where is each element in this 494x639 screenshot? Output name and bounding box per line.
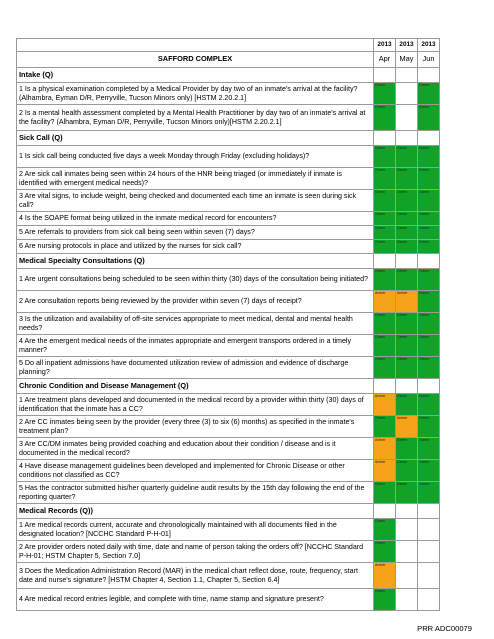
status-cell-jun	[418, 105, 440, 131]
status-label: Green	[375, 482, 385, 486]
status-cell-jun	[418, 519, 440, 541]
status-cell-apr	[374, 146, 396, 168]
question-row	[17, 357, 440, 379]
status-cell-may	[396, 482, 418, 504]
status-label: Green	[397, 438, 407, 442]
status-cell-apr	[374, 226, 396, 240]
status-cell-jun	[418, 357, 440, 379]
status-cell-jun	[418, 212, 440, 226]
status-label: Green	[419, 146, 429, 150]
status-cell-jun	[418, 335, 440, 357]
status-label: Green	[419, 240, 429, 244]
status-cell-may	[396, 83, 418, 105]
question-text: 3 Are CC/DM inmates being provided coaching and education about their condition / disease and is it documented in the medical record?	[17, 438, 374, 460]
section-header-blank-jun	[418, 68, 440, 83]
status-label: Green	[419, 168, 429, 172]
status-label: Green	[375, 589, 385, 593]
status-label: Green	[419, 105, 429, 109]
question-text: 2 Is a mental health assessment completed by a Mental Health Practitioner by day two of an inmate's arrival at the facility? (Alhambra, Eyman D/R, Perryville, Tucson Minors only)[HSTM 2.20.2.1]	[17, 105, 374, 131]
section-title: Medical Records (Q))	[17, 504, 374, 519]
status-cell-may	[396, 226, 418, 240]
month-apr: Apr	[374, 52, 396, 68]
year-may: 2013	[396, 39, 418, 52]
section-header-blank-apr	[374, 379, 396, 394]
status-cell-apr	[374, 416, 396, 438]
status-cell-apr	[374, 105, 396, 131]
status-cell-apr	[374, 438, 396, 460]
section-header-row	[17, 254, 440, 269]
question-text: 2 Are CC inmates being seen by the provider (every three (3) to six (6) months) as specified in the inmate's treatment plan?	[17, 416, 374, 438]
status-cell-jun	[418, 269, 440, 291]
status-cell-jun	[418, 416, 440, 438]
question-text: 1 Is a physical examination completed by a Medical Provider by day two of an inmate's arrival at the facility? (Alhambra, Eyman D/R, Perryville, Tucson Minors only) [HSTM 2.20.2.1]	[17, 83, 374, 105]
status-label: Green	[397, 190, 407, 194]
question-text: 3 Does the Medication Administration Record (MAR) in the medical chart reflect dose, route, frequency, start date and nurse's signature? [HSTM Chapter 4, Section 1.1, Chapter 5, Section 6.4]	[17, 563, 374, 589]
question-text: 4 Is the SOAPE format being utilized in the inmate medical record for encounters?	[17, 212, 374, 226]
status-label: Green	[397, 226, 407, 230]
status-cell-apr	[374, 168, 396, 190]
question-text: 1 Are treatment plans developed and documented in the medical record by a provider within thirty (30) days of identification that the inmate has a CC?	[17, 394, 374, 416]
section-title: Intake (Q)	[17, 68, 374, 83]
section-header-row	[17, 131, 440, 146]
status-cell-jun	[418, 313, 440, 335]
question-row	[17, 394, 440, 416]
question-text: 1 Are urgent consultations being scheduled to be seen within thirty (30) days of the consultation being initiated?	[17, 269, 374, 291]
status-cell-apr	[374, 394, 396, 416]
status-cell-jun	[418, 190, 440, 212]
status-cell-may	[396, 394, 418, 416]
question-text: 5 Do all inpatient admissions have documented utilization review of admission and evidence of discharge planning?	[17, 357, 374, 379]
status-label: Green	[397, 357, 407, 361]
status-cell-jun	[418, 291, 440, 313]
year-apr: 2013	[374, 39, 396, 52]
audit-table-body	[17, 39, 440, 611]
section-header-blank-apr	[374, 254, 396, 269]
question-row	[17, 313, 440, 335]
question-row	[17, 212, 440, 226]
status-cell-may	[396, 105, 418, 131]
status-label: Amber	[375, 438, 386, 442]
year-row	[17, 39, 440, 52]
status-cell-apr	[374, 357, 396, 379]
month-jun: Jun	[418, 52, 440, 68]
status-cell-may	[396, 168, 418, 190]
status-cell-jun	[418, 438, 440, 460]
section-header-blank-apr	[374, 131, 396, 146]
status-cell-apr	[374, 589, 396, 611]
status-label: Green	[397, 168, 407, 172]
status-label: Amber	[375, 460, 386, 464]
status-cell-may	[396, 541, 418, 563]
status-label: Green	[397, 269, 407, 273]
section-header-blank-may	[396, 379, 418, 394]
status-cell-apr	[374, 313, 396, 335]
status-cell-jun	[418, 240, 440, 254]
status-cell-may	[396, 335, 418, 357]
question-row	[17, 519, 440, 541]
status-label: Green	[419, 212, 429, 216]
section-header-blank-may	[396, 254, 418, 269]
section-title: Chronic Condition and Disease Management (Q)	[17, 379, 374, 394]
section-header-blank-may	[396, 68, 418, 83]
status-label: Green	[375, 212, 385, 216]
year-row-spacer	[17, 39, 374, 52]
section-header-blank-jun	[418, 504, 440, 519]
question-text: 1 Is sick call being conducted five days a week Monday through Friday (excluding holidays)?	[17, 146, 374, 168]
status-cell-apr	[374, 519, 396, 541]
question-row	[17, 438, 440, 460]
status-cell-apr	[374, 83, 396, 105]
section-header-blank-jun	[418, 131, 440, 146]
status-label: Green	[419, 357, 429, 361]
status-cell-may	[396, 212, 418, 226]
question-text: 6 Are nursing protocols in place and utilized by the nurses for sick call?	[17, 240, 374, 254]
question-row	[17, 146, 440, 168]
status-label: Green	[375, 83, 385, 87]
status-cell-may	[396, 291, 418, 313]
status-cell-apr	[374, 291, 396, 313]
status-label: Green	[375, 190, 385, 194]
question-row	[17, 291, 440, 313]
status-cell-may	[396, 519, 418, 541]
status-label: Green	[375, 416, 385, 420]
status-cell-jun	[418, 226, 440, 240]
status-label: Green	[397, 313, 407, 317]
status-label: Green	[397, 146, 407, 150]
status-cell-apr	[374, 190, 396, 212]
status-label: Green	[397, 212, 407, 216]
question-row	[17, 105, 440, 131]
status-label: Green	[375, 226, 385, 230]
status-cell-may	[396, 416, 418, 438]
status-cell-may	[396, 438, 418, 460]
status-cell-apr	[374, 482, 396, 504]
question-row	[17, 541, 440, 563]
status-cell-may	[396, 460, 418, 482]
status-cell-jun	[418, 541, 440, 563]
status-label: Green	[375, 541, 385, 545]
status-cell-apr	[374, 460, 396, 482]
year-jun: 2013	[418, 39, 440, 52]
status-cell-may	[396, 146, 418, 168]
question-row	[17, 563, 440, 589]
question-text: 4 Have disease management guidelines been developed and implemented for Chronic Disease or other conditions not classified as CC?	[17, 460, 374, 482]
question-row	[17, 416, 440, 438]
status-cell-jun	[418, 83, 440, 105]
status-label: Amber	[397, 291, 408, 295]
status-label: Green	[419, 416, 429, 420]
status-label: Green	[419, 482, 429, 486]
status-label: Green	[375, 168, 385, 172]
status-label: Green	[375, 313, 385, 317]
question-row	[17, 226, 440, 240]
status-label: Green	[419, 190, 429, 194]
question-text: 2 Are consultation reports being reviewed by the provider within seven (7) days of receipt?	[17, 291, 374, 313]
status-cell-apr	[374, 563, 396, 589]
question-text: 2 Are sick call inmates being seen within 24 hours of the HNR being triaged (or immediately if inmate is identified with emergent medical needs)?	[17, 168, 374, 190]
status-cell-jun	[418, 482, 440, 504]
status-label: Green	[397, 394, 407, 398]
status-cell-apr	[374, 240, 396, 254]
status-label: Green	[375, 269, 385, 273]
status-cell-jun	[418, 460, 440, 482]
question-text: 3 Is the utilization and availability of off-site services appropriate to meet medical, dental and mental health needs?	[17, 313, 374, 335]
question-row	[17, 589, 440, 611]
status-label: Amber	[375, 291, 386, 295]
status-cell-may	[396, 313, 418, 335]
question-row	[17, 335, 440, 357]
question-row	[17, 168, 440, 190]
page-footer: PRR ADC00079	[417, 624, 472, 633]
status-cell-may	[396, 190, 418, 212]
question-text: 1 Are medical records current, accurate and chronologically maintained with all documents filed in the designated location? [NCCHC Standard P-H-01]	[17, 519, 374, 541]
status-label: Green	[419, 269, 429, 273]
question-row	[17, 460, 440, 482]
section-header-blank-may	[396, 504, 418, 519]
question-row	[17, 83, 440, 105]
section-header-blank-apr	[374, 504, 396, 519]
status-cell-jun	[418, 168, 440, 190]
status-label: Green	[375, 357, 385, 361]
status-cell-may	[396, 563, 418, 589]
section-header-blank-may	[396, 131, 418, 146]
section-header-blank-jun	[418, 379, 440, 394]
status-cell-may	[396, 357, 418, 379]
section-title: Medical Specialty Consultations (Q)	[17, 254, 374, 269]
question-row	[17, 269, 440, 291]
question-text: 3 Are vital signs, to include weight, being checked and documented each time an inmate is seen during sick call?	[17, 190, 374, 212]
question-text: 5 Has the contractor submitted his/her quarterly guideline audit results by the 15th day following the end of the reporting quarter?	[17, 482, 374, 504]
question-text: 5 Are referrals to providers from sick call being seen within seven (7) days?	[17, 226, 374, 240]
status-label: Green	[419, 335, 429, 339]
status-cell-jun	[418, 394, 440, 416]
status-cell-apr	[374, 335, 396, 357]
section-header-blank-jun	[418, 254, 440, 269]
question-text: 4 Are the emergent medical needs of the inmates appropriate and emergent transports ordered in a timely manner?	[17, 335, 374, 357]
section-header-row	[17, 379, 440, 394]
status-label: Green	[419, 291, 429, 295]
status-label: Green	[419, 226, 429, 230]
status-cell-may	[396, 589, 418, 611]
status-cell-apr	[374, 269, 396, 291]
status-label: Green	[419, 83, 429, 87]
status-label: Amber	[375, 563, 386, 567]
status-label: Amber	[375, 394, 386, 398]
question-row	[17, 240, 440, 254]
question-text: 2 Are provider orders noted daily with time, date and name of person taking the orders off? [NCCHC Standard P-H-01; HSTM Chapter 5, Section 7.0]	[17, 541, 374, 563]
page-title: SAFFORD COMPLEX	[17, 52, 374, 68]
section-header-row	[17, 68, 440, 83]
month-may: May	[396, 52, 418, 68]
status-label: Green	[397, 460, 407, 464]
status-cell-jun	[418, 563, 440, 589]
status-label: Green	[375, 240, 385, 244]
status-cell-apr	[374, 541, 396, 563]
question-row	[17, 190, 440, 212]
status-label: Green	[419, 460, 429, 464]
status-label: Green	[397, 335, 407, 339]
status-label: Green	[375, 335, 385, 339]
status-cell-apr	[374, 212, 396, 226]
question-row	[17, 482, 440, 504]
section-header-row	[17, 504, 440, 519]
status-label: Green	[419, 313, 429, 317]
status-cell-may	[396, 269, 418, 291]
section-title: Sick Call (Q)	[17, 131, 374, 146]
status-cell-may	[396, 240, 418, 254]
audit-table	[16, 38, 440, 611]
title-row	[17, 52, 440, 68]
question-text: 4 Are medical record entries legible, and complete with time, name stamp and signature present?	[17, 589, 374, 611]
section-header-blank-apr	[374, 68, 396, 83]
status-cell-jun	[418, 589, 440, 611]
status-label: Green	[419, 394, 429, 398]
status-cell-jun	[418, 146, 440, 168]
status-label: Green	[397, 240, 407, 244]
status-label: Amber	[397, 416, 408, 420]
status-label: Green	[375, 105, 385, 109]
status-label: Green	[375, 146, 385, 150]
status-label: Green	[375, 519, 385, 523]
status-label: Green	[419, 438, 429, 442]
status-label: Green	[397, 482, 407, 486]
